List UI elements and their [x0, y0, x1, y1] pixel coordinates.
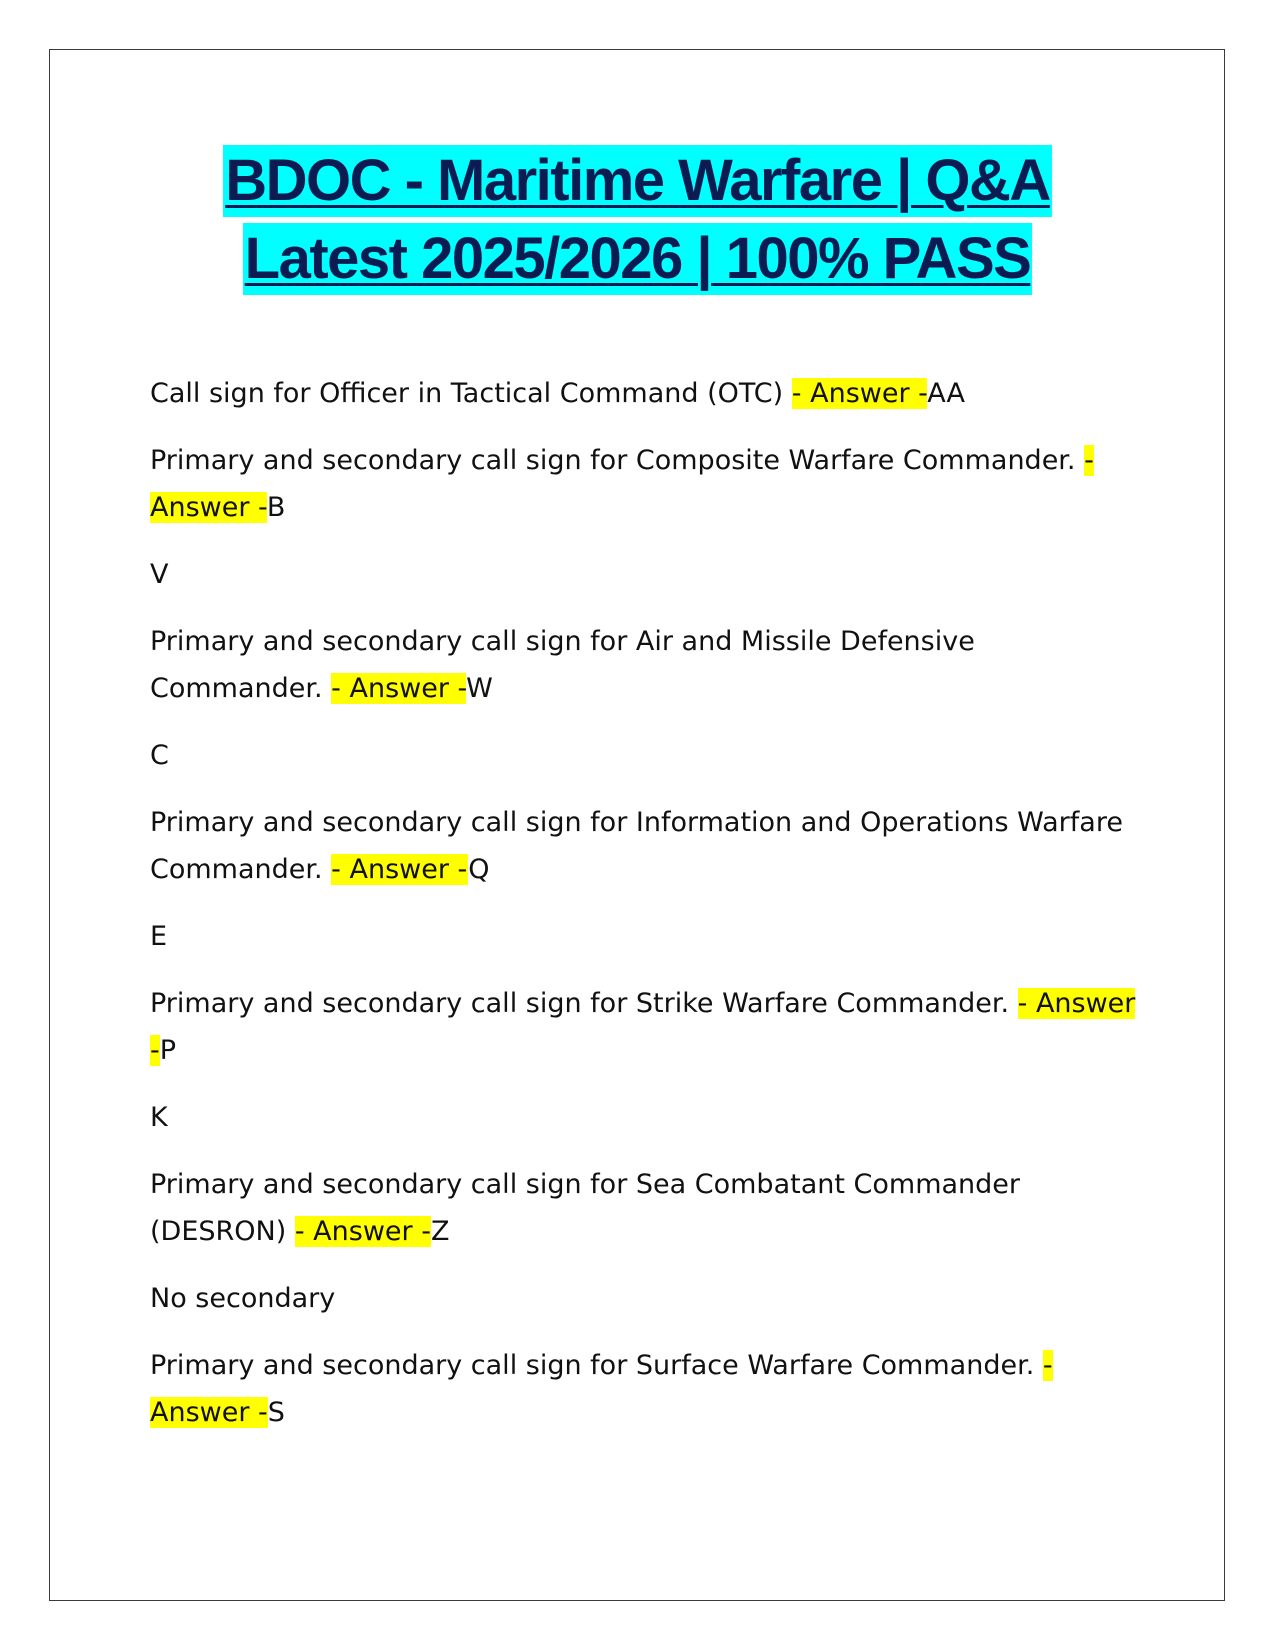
answer-marker: - Answer -: [294, 1216, 431, 1247]
qa-item-3-secondary: C: [150, 740, 169, 771]
qa-item-6-secondary: No secondary: [150, 1283, 336, 1314]
qa-item-6: [150, 1161, 1140, 1255]
answer-text: Z: [430, 1216, 450, 1247]
question-text: Primary and secondary call sign for Surface Warfare Commander.: [150, 1350, 1043, 1381]
qa-item-5-secondary: K: [150, 1102, 168, 1133]
question-text: Primary and secondary call sign for Sea Combatant Commander (DESRON): [150, 1169, 1021, 1247]
answer-text: B: [266, 492, 286, 523]
question-text: Primary and secondary call sign for Air and Missile Defensive Commander.: [150, 626, 975, 704]
answer-text: W: [466, 673, 493, 704]
qa-item-4: [150, 799, 1140, 893]
document-title: [0, 145, 1275, 295]
question-text: Call sign for Officer in Tactical Command (OTC): [150, 378, 792, 409]
question-text: Primary and secondary call sign for Information and Operations Warfare Commander.: [150, 807, 1123, 885]
answer-text: S: [267, 1397, 285, 1428]
qa-item-7: [150, 1342, 1140, 1436]
answer-marker: - Answer -: [150, 988, 1136, 1066]
answer-marker: - Answer -: [331, 854, 469, 885]
answer-text: Q: [468, 854, 490, 885]
qa-content: [150, 370, 1140, 1456]
qa-item-2-secondary: V: [150, 559, 169, 590]
answer-marker: - Answer -: [331, 673, 467, 704]
title-line-2: Latest 2025/2026 | 100% PASS: [243, 223, 1033, 295]
qa-item-2: [150, 437, 1140, 531]
answer-marker: - Answer -: [791, 378, 928, 409]
question-text: Primary and secondary call sign for Strike Warfare Commander.: [150, 988, 1018, 1019]
qa-item-5: [150, 980, 1140, 1074]
answer-text: P: [159, 1035, 177, 1066]
question-text: Primary and secondary call sign for Composite Warfare Commander.: [150, 445, 1085, 476]
title-line-1: BDOC - Maritime Warfare | Q&A: [223, 145, 1052, 217]
qa-item-4-secondary: E: [150, 921, 168, 952]
answer-marker: - Answer -: [150, 445, 1094, 523]
qa-item-3: [150, 618, 1140, 712]
qa-item-1: [150, 370, 1140, 417]
answer-text: AA: [927, 378, 965, 409]
answer-marker: - Answer -: [150, 1350, 1053, 1428]
